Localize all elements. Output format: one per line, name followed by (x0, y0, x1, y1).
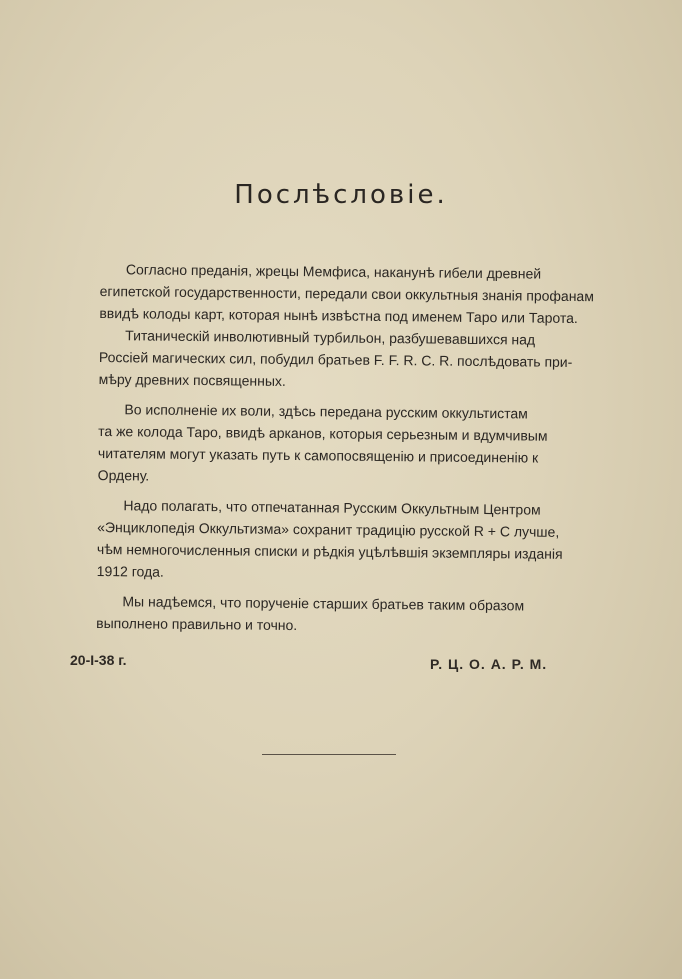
text-line: читателям могут указать путь к самопосвященiю и присоединенiю к (97, 444, 539, 466)
text-line: мѣру древних посвященных. (98, 370, 286, 389)
text-line: Согласно преданiя, жрецы Мемфиса, наканунѣ гибели древней (125, 261, 542, 282)
text-line: Титаническiй инволютивный турбильон, разбушевавшихся над (125, 327, 536, 348)
text-line: египетской государственности, передали свои оккультныя знанiя профанам (99, 282, 594, 305)
text-line: чѣм немногочисленныя списки и рѣдкiя уцѣлѣвшiя экземпляры изданiя (96, 540, 563, 562)
text-line: выполнено правильно и точно. (96, 614, 298, 634)
text-line: 1912 года. (96, 562, 164, 580)
divider-line (262, 754, 396, 755)
text-line: Мы надѣемся, что порученiе старших братьев таким образом (122, 593, 525, 614)
signature-label: Р. Ц. О. А. Р. М. (430, 656, 548, 672)
paragraph-3 (98, 398, 619, 491)
paragraph-5 (96, 590, 616, 639)
text-line: Ордену. (97, 466, 150, 484)
paragraph-1 (99, 258, 620, 329)
paragraph-4 (97, 494, 618, 587)
date-label: 20-I-38 г. (70, 652, 127, 668)
text-line: «Энциклопедiя Оккультизма» сохранит традицiю русской R + C лучше, (97, 518, 560, 540)
text-line: Надо полагать, что отпечатанная Русским Оккультным Центром (123, 497, 541, 518)
page-title: Послѣсловiе. (234, 180, 448, 210)
text-line: та же колода Таро, ввидѣ арканов, которыя серьезным и вдумчивым (98, 422, 548, 444)
paragraph-2 (99, 324, 620, 395)
body-text (96, 258, 620, 647)
text-line: Россiей магических сил, побудил братьев F. F. R. C. R. послѣдовать при- (98, 348, 573, 370)
text-line: Во исполненiе их воли, здѣсь передана русским оккультистам (124, 401, 528, 422)
text-line: ввидѣ колоды карт, которая нынѣ извѣстна под именем Таро или Тарота. (99, 304, 578, 327)
